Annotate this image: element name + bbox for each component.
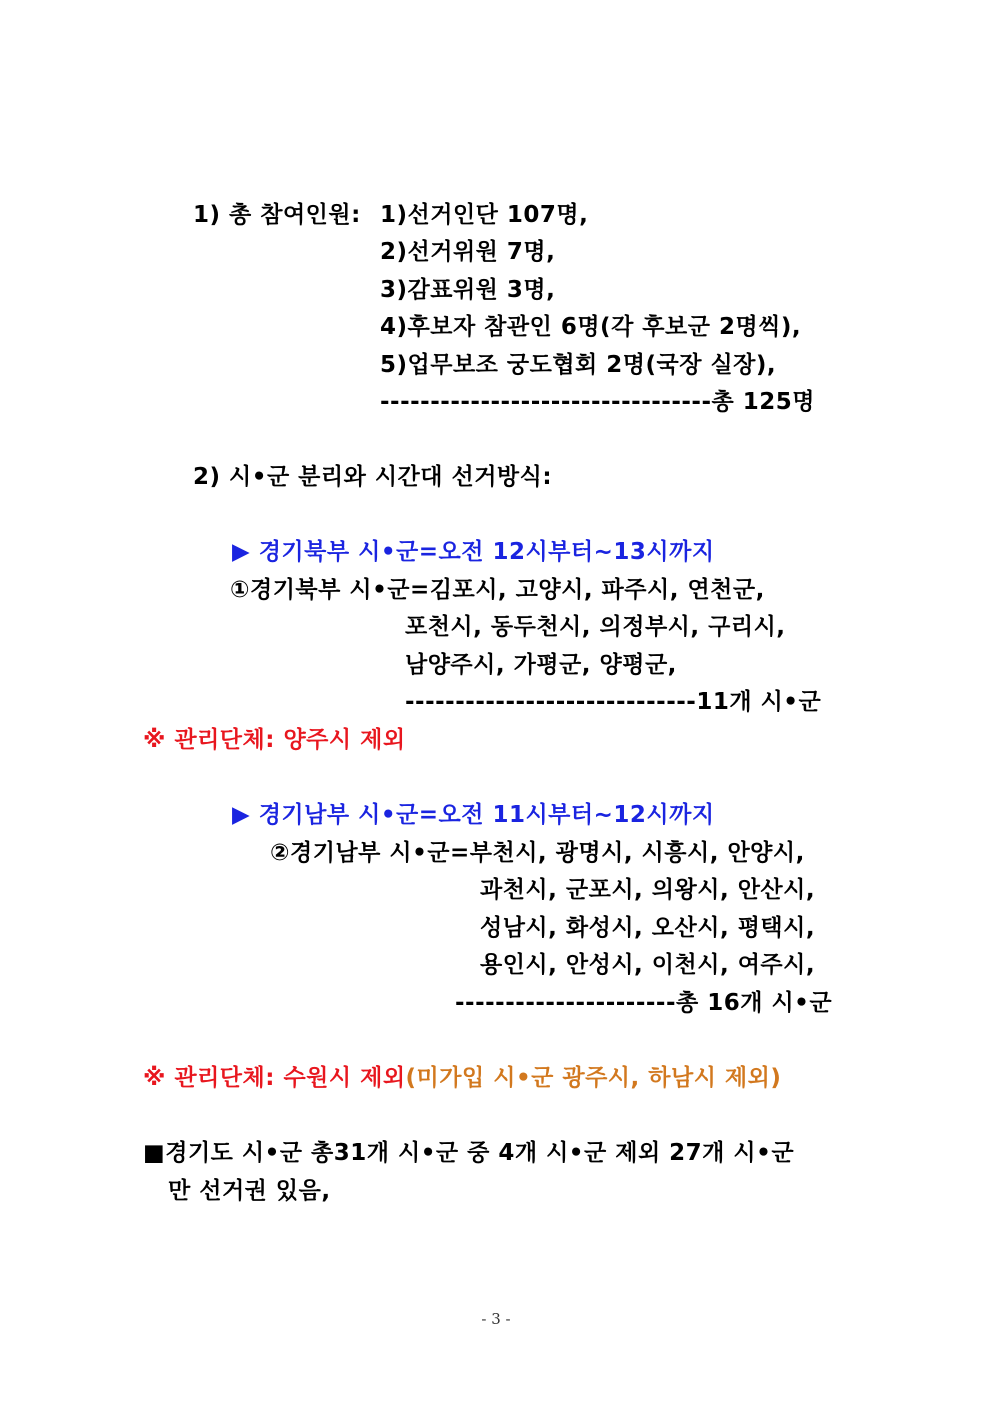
north-line-2: 포천시, 동두천시, 의정부시, 구리시, — [405, 614, 786, 640]
participant-total: ---------------------------------총 125명 — [380, 389, 815, 415]
summary-line-2: 만 선거권 있음, — [168, 1178, 331, 1204]
participants-label: 1) 총 참여인원: — [193, 202, 361, 228]
participant-item-2: 2)선거위원 7명, — [380, 239, 556, 265]
north-line-3: 남양주시, 가평군, 양평군, — [405, 652, 677, 678]
page-number: - 3 - — [481, 1310, 511, 1328]
summary-line-1: ■경기도 시•군 총31개 시•군 중 4개 시•군 제외 27개 시•군 — [143, 1140, 795, 1166]
north-management-note: ※ 관리단체: 양주시 제외 — [143, 727, 406, 753]
north-schedule-text: 경기북부 시•군=오전 12시부터~13시까지 — [258, 539, 715, 565]
triangle-right-icon: ▶ — [232, 539, 251, 565]
north-total: -----------------------------11개 시•군 — [405, 689, 822, 715]
north-schedule — [232, 537, 715, 567]
south-schedule-text: 경기남부 시•군=오전 11시부터~12시까지 — [258, 802, 715, 828]
participant-item-4: 4)후보자 참관인 6명(각 후보군 2명씩), — [380, 314, 802, 340]
south-note-red: ※ 관리단체: 수원시 제외 — [143, 1065, 406, 1091]
south-schedule — [232, 800, 715, 830]
south-line-3: 성남시, 화성시, 오산시, 평택시, — [480, 915, 816, 941]
participant-item-1: 1)선거인단 107명, — [380, 202, 589, 228]
participant-item-5: 5)업무보조 궁도협회 2명(국장 실장), — [380, 352, 777, 378]
south-management-note — [143, 1063, 781, 1093]
south-line-1: ②경기남부 시•군=부천시, 광명시, 시흥시, 안양시, — [270, 840, 805, 866]
section2-heading: 2) 시•군 분리와 시간대 선거방식: — [193, 464, 553, 490]
north-line-1: ①경기북부 시•군=김포시, 고양시, 파주시, 연천군, — [230, 577, 765, 603]
south-line-2: 과천시, 군포시, 의왕시, 안산시, — [480, 877, 816, 903]
south-line-4: 용인시, 안성시, 이천시, 여주시, — [480, 952, 816, 978]
south-total: ----------------------총 16개 시•군 — [455, 990, 833, 1016]
triangle-right-icon: ▶ — [232, 802, 251, 828]
participant-item-3: 3)감표위원 3명, — [380, 277, 556, 303]
south-note-orange: (미가입 시•군 광주시, 하남시 제외) — [405, 1065, 782, 1091]
